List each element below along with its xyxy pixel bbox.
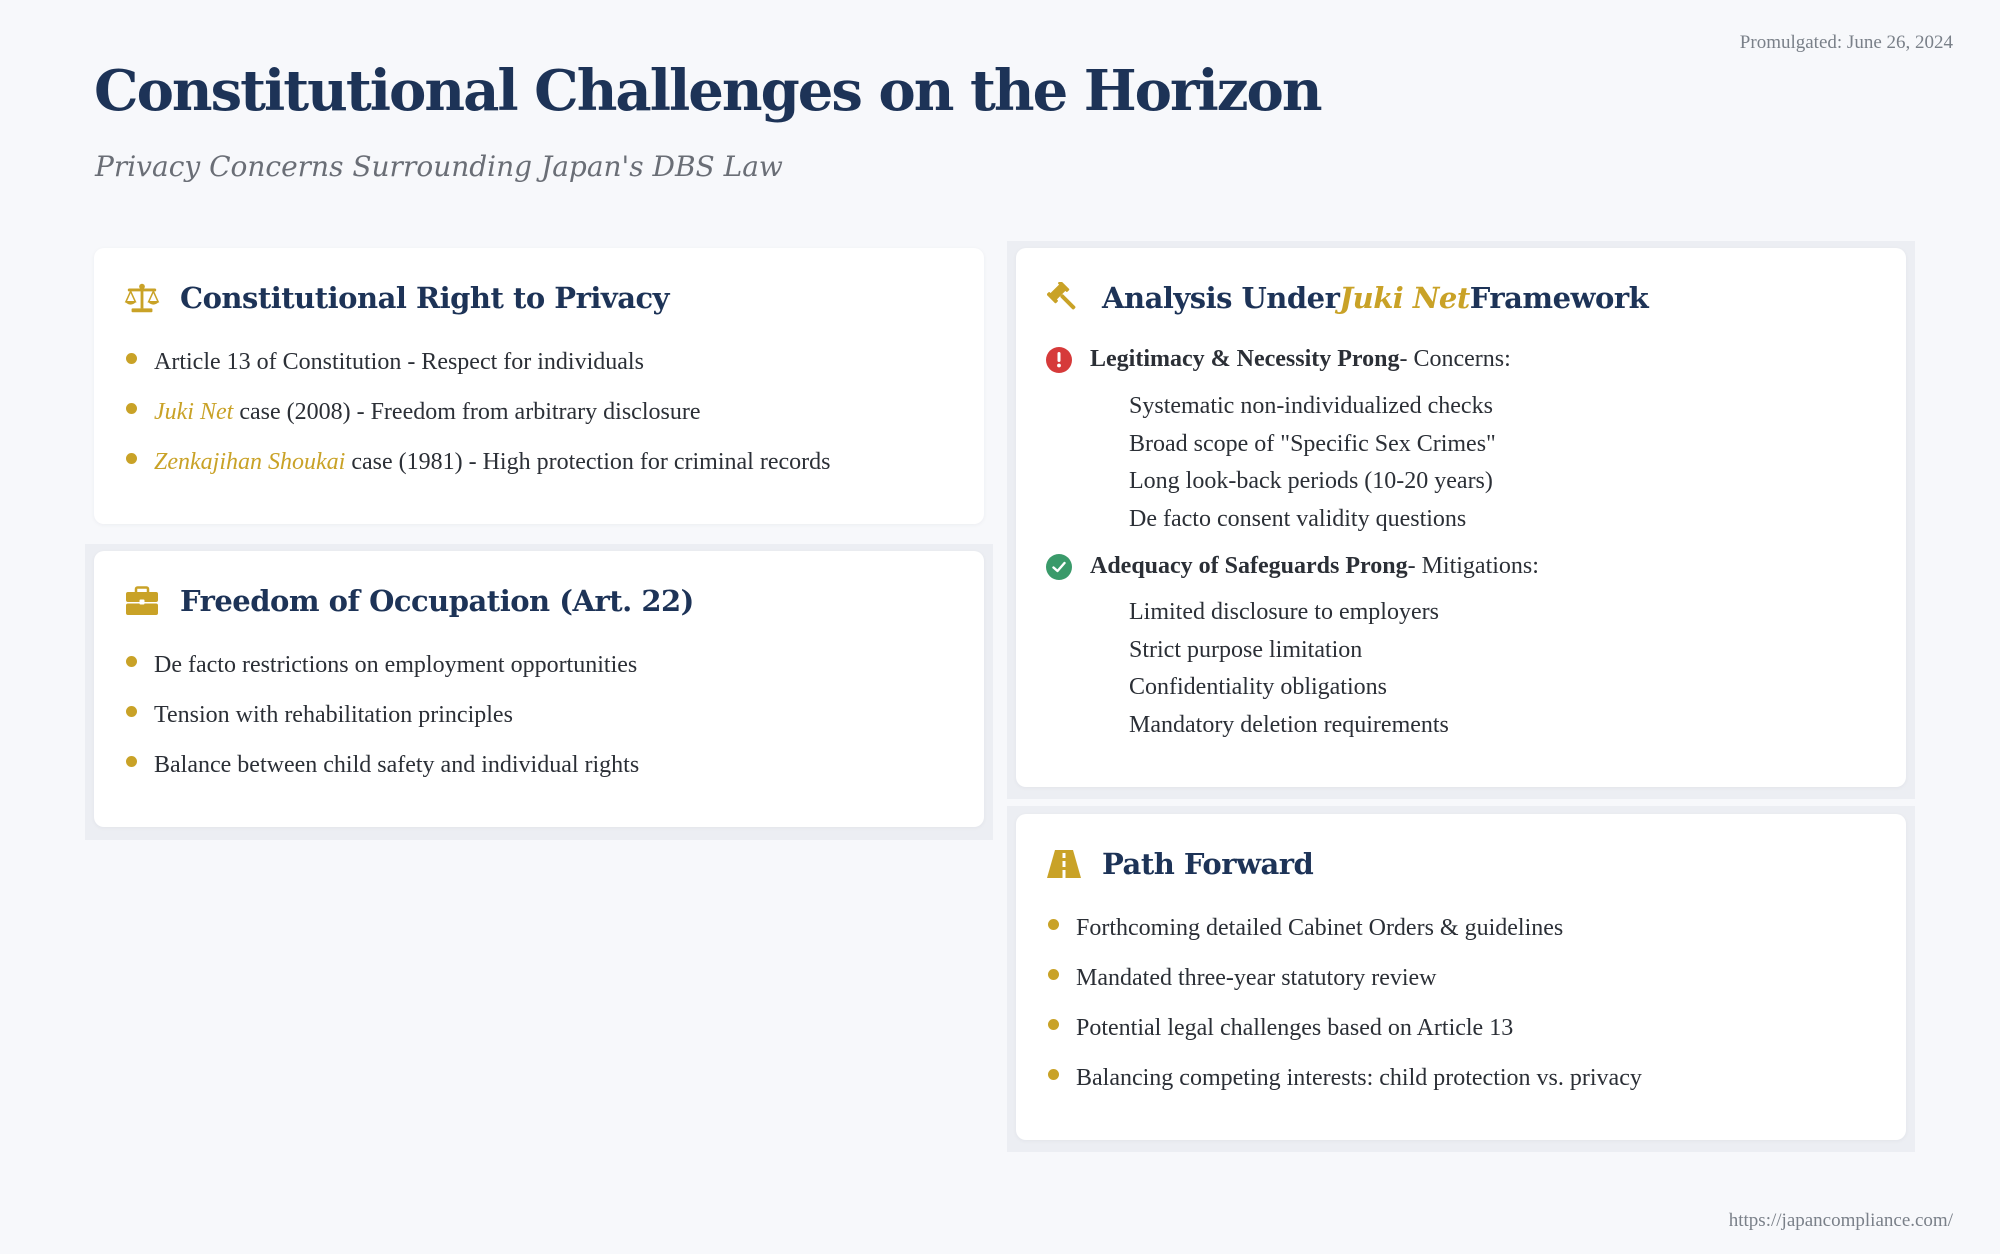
privacy-bullet-list	[124, 337, 830, 487]
path-card-title: Path Forward	[1102, 847, 1314, 881]
analysis-card-title: Analysis UnderJuki NetFramework	[1102, 281, 1649, 315]
list-item: Balancing competing interests: child protection vs. privacy	[1046, 1053, 1642, 1103]
page-title: Constitutional Challenges on the Horizon	[94, 58, 1321, 124]
list-item: Mandated three-year statutory review	[1046, 953, 1642, 1003]
list-item: De facto restrictions on employment opportunities	[124, 640, 639, 690]
list-item: Forthcoming detailed Cabinet Orders & guidelines	[1046, 903, 1642, 953]
legitimacy-concerns-list	[1129, 388, 1496, 538]
list-item: Mandatory deletion requirements	[1129, 711, 1449, 738]
path-card	[1016, 814, 1906, 1140]
occupation-card-header	[124, 583, 694, 619]
path-card-header	[1046, 846, 1313, 882]
list-item: Zenkajihan Shoukai case (1981) - High protection for criminal records	[124, 437, 830, 487]
occupation-card-title: Freedom of Occupation (Art. 22)	[180, 584, 694, 618]
bullet-dot	[1048, 919, 1059, 930]
privacy-card-header	[124, 280, 669, 316]
privacy-card-title: Constitutional Right to Privacy	[180, 281, 670, 315]
list-item: Juki Net case (2008) - Freedom from arbitrary disclosure	[124, 387, 830, 437]
list-item: Confidentiality obligations	[1129, 674, 1387, 700]
page-subtitle: Privacy Concerns Surrounding Japan's DBS Law	[95, 150, 783, 183]
list-item: Long look-back periods (10-20 years)	[1129, 468, 1493, 494]
list-item: De facto consent validity questions	[1129, 505, 1467, 532]
occupation-card	[94, 551, 984, 827]
analysis-title-emphasis: Juki Net	[1339, 281, 1470, 315]
gavel-icon	[1046, 280, 1082, 316]
bullet-dot	[126, 453, 137, 464]
privacy-card	[94, 248, 984, 524]
bullet-dot	[126, 656, 137, 667]
list-item: Potential legal challenges based on Article 13	[1046, 1003, 1642, 1053]
exclamation-circle-icon	[1046, 347, 1072, 373]
briefcase-icon	[124, 583, 160, 619]
bullet-dot	[126, 403, 137, 414]
list-item: Article 13 of Constitution - Respect for individuals	[124, 337, 830, 387]
bullet-dot	[1048, 969, 1059, 980]
occupation-bullet-list	[124, 640, 639, 790]
bullet-dot	[1048, 1069, 1059, 1080]
analysis-card	[1016, 248, 1906, 787]
list-item: Balance between child safety and individual rights	[124, 740, 639, 790]
list-item: Systematic non-individualized checks	[1129, 393, 1493, 419]
analysis-card-header	[1046, 280, 1648, 316]
list-item: Limited disclosure to employers	[1129, 599, 1439, 625]
balance-scale-icon	[124, 280, 160, 316]
check-circle-icon	[1046, 554, 1072, 580]
bullet-dot	[126, 706, 137, 717]
safeguards-mitigations-list	[1129, 594, 1449, 744]
safeguards-prong: Adequacy of Safeguards Prong - Mitigations:	[1046, 553, 1539, 580]
legitimacy-prong: Legitimacy & Necessity Prong - Concerns:	[1046, 346, 1511, 373]
promulgated-date: Promulgated: June 26, 2024	[1739, 32, 1953, 53]
path-bullet-list	[1046, 903, 1642, 1103]
bullet-dot	[126, 756, 137, 767]
list-item: Tension with rehabilitation principles	[124, 690, 639, 740]
list-item: Broad scope of "Specific Sex Crimes"	[1129, 430, 1496, 457]
list-item: Strict purpose limitation	[1129, 636, 1363, 663]
footer-url[interactable]: https://japancompliance.com/	[1728, 1210, 1953, 1231]
road-icon	[1046, 846, 1082, 882]
bullet-dot	[126, 353, 137, 364]
bullet-dot	[1048, 1019, 1059, 1030]
